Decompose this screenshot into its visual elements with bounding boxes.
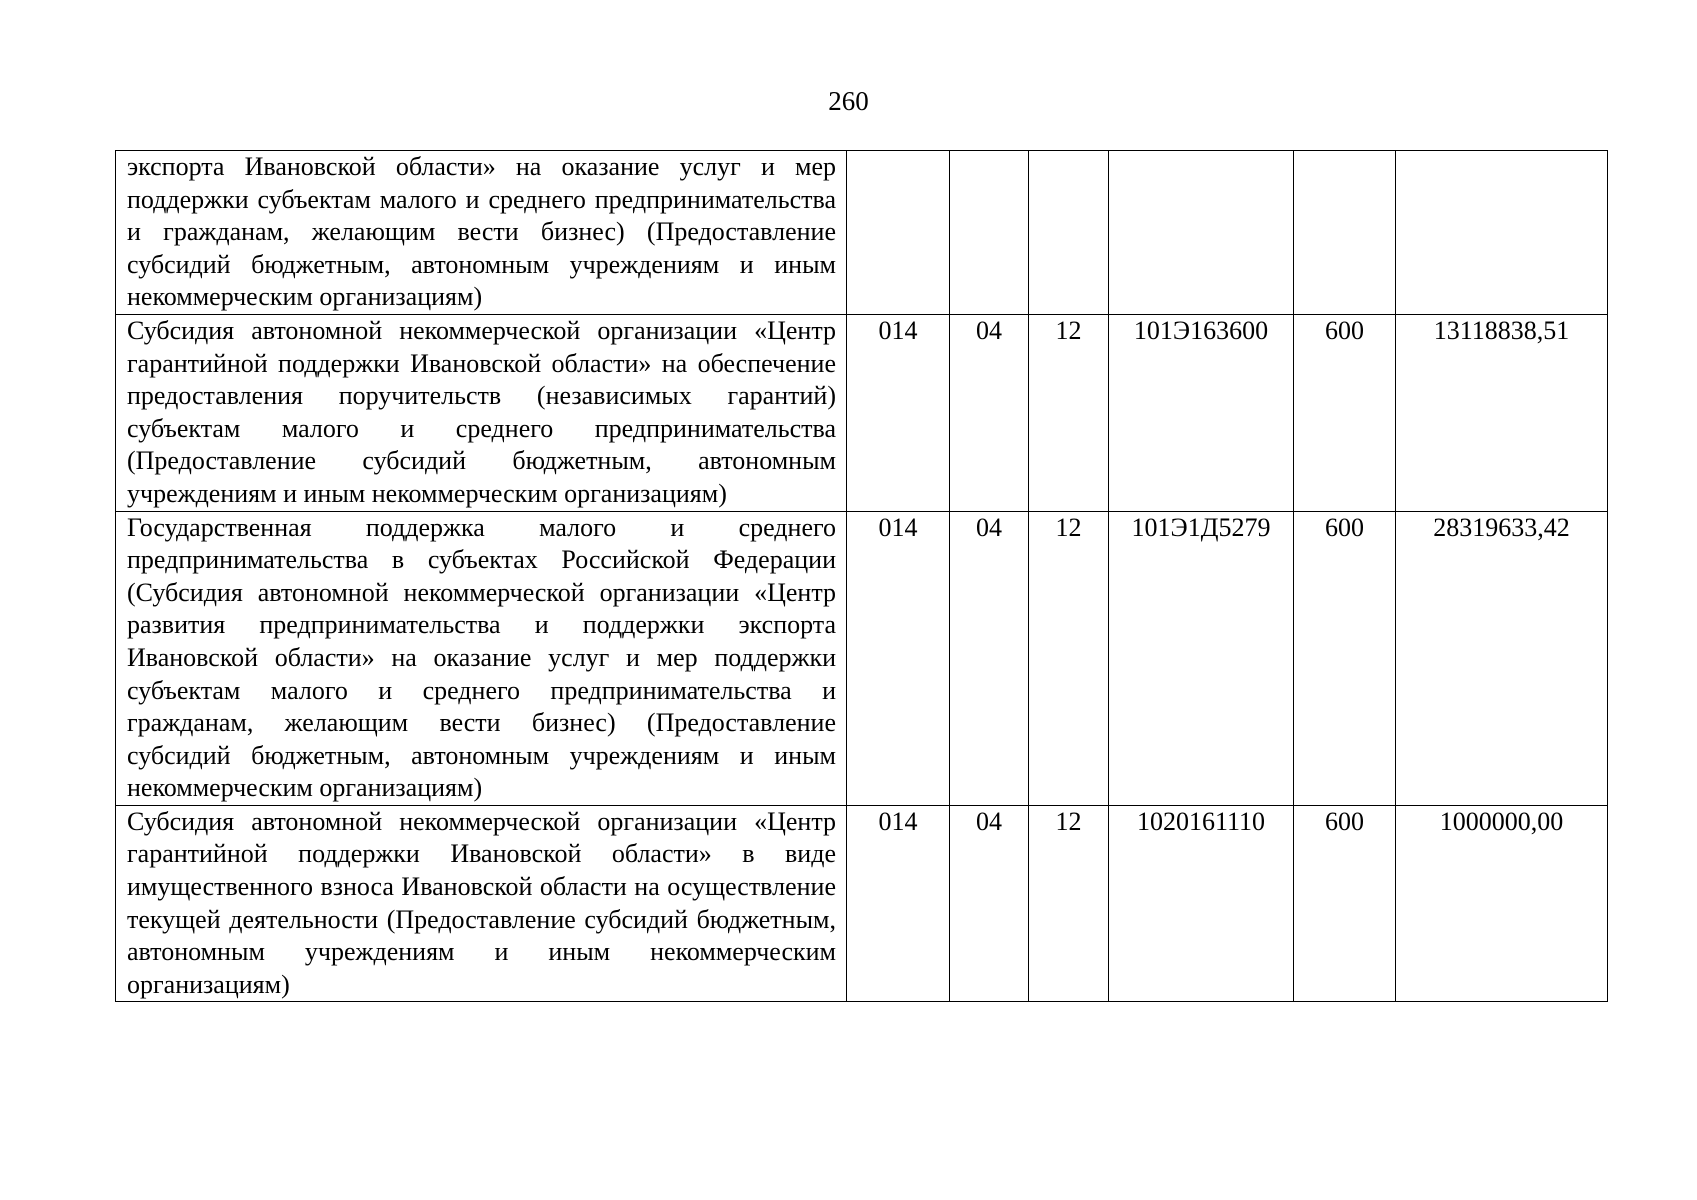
table-row: [116, 151, 1608, 315]
row-description: Субсидия автономной некоммерческой организации «Центр гарантийной поддержки Ивановской области» в виде имущественного взноса Ивановской области на осуществление текущей деятельности (Предоставление субсидий бюджетным, автономным учреждениям и иным некоммерческим организациям): [116, 805, 847, 1002]
cell-sum: [1396, 151, 1608, 315]
cell-ved: 014: [847, 511, 950, 805]
cell-ved: [847, 151, 950, 315]
cell-vr: 600: [1294, 511, 1396, 805]
cell-pr: [1029, 151, 1109, 315]
cell-sum: 28319633,42: [1396, 511, 1608, 805]
cell-sum: 1000000,00: [1396, 805, 1608, 1002]
cell-vr: [1294, 151, 1396, 315]
table-row: [116, 511, 1608, 805]
cell-cs: 1020161110: [1109, 805, 1294, 1002]
cell-pr: 12: [1029, 314, 1109, 511]
cell-rz: 04: [950, 805, 1029, 1002]
table-row: [116, 805, 1608, 1002]
row-description: экспорта Ивановской области» на оказание услуг и мер поддержки субъектам малого и среднего предпринимательства и гражданам, желающим вести бизнес) (Предоставление субсидий бюджетным, автономным учреждениям и иным некоммерческим организациям): [116, 151, 847, 315]
cell-rz: 04: [950, 314, 1029, 511]
cell-cs: [1109, 151, 1294, 315]
cell-vr: 600: [1294, 805, 1396, 1002]
cell-cs: 101Э1Д5279: [1109, 511, 1294, 805]
cell-cs: 101Э163600: [1109, 314, 1294, 511]
cell-ved: 014: [847, 314, 950, 511]
table-row: [116, 314, 1608, 511]
page-number: 260: [828, 86, 869, 116]
row-description: Субсидия автономной некоммерческой организации «Центр гарантийной поддержки Ивановской области» на обеспечение предоставления поручительств (независимых гарантий) субъектам малого и среднего предпринимательства (Предоставление субсидий бюджетным, автономным учреждениям и иным некоммерческим организациям): [116, 314, 847, 511]
cell-rz: 04: [950, 511, 1029, 805]
cell-sum: 13118838,51: [1396, 314, 1608, 511]
cell-vr: 600: [1294, 314, 1396, 511]
cell-pr: 12: [1029, 511, 1109, 805]
cell-pr: 12: [1029, 805, 1109, 1002]
cell-ved: 014: [847, 805, 950, 1002]
budget-table: [115, 150, 1608, 1002]
cell-rz: [950, 151, 1029, 315]
row-description: Государственная поддержка малого и среднего предпринимательства в субъектах Российской Федерации (Субсидия автономной некоммерческой организации «Центр развития предпринимательства и поддержки экспорта Ивановской области» на оказание услуг и мер поддержки субъектам малого и среднего предпринимательства и гражданам, желающим вести бизнес) (Предоставление субсидий бюджетным, автономным учреждениям и иным некоммерческим организациям): [116, 511, 847, 805]
